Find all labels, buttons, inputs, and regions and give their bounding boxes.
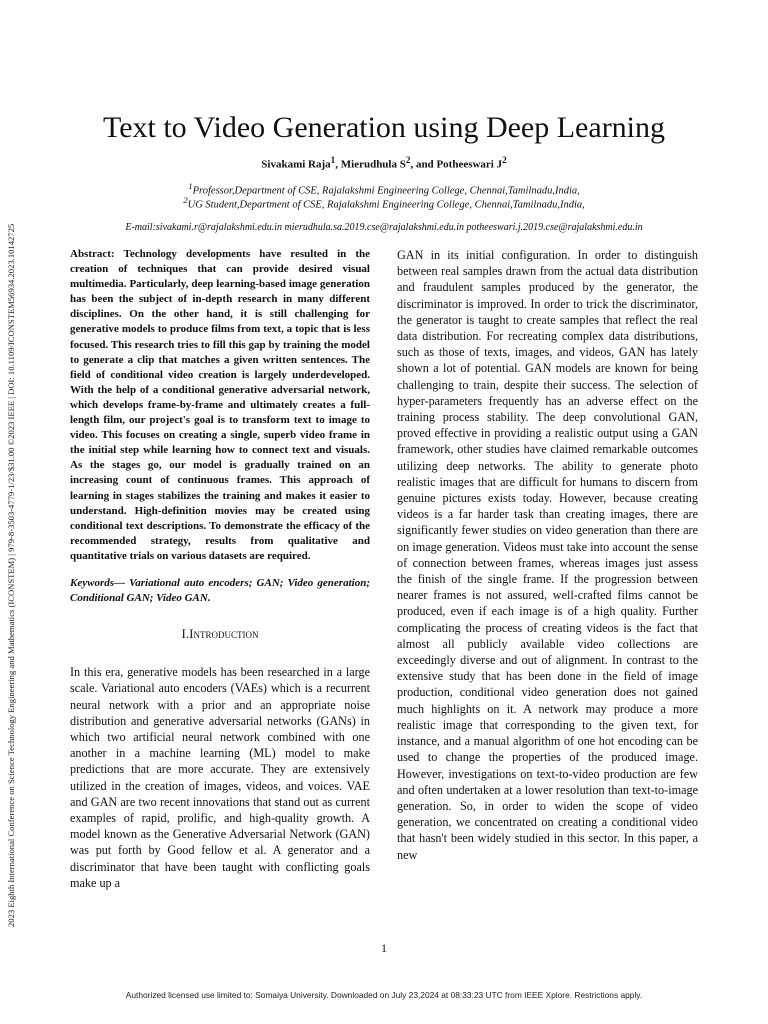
author-separator: , and [410,158,437,171]
keywords: Keywords— Variational auto encoders; GAN; Video generation; Conditional GAN; Video GAN. [70,576,370,605]
author-1: Sivakami Raja [261,158,331,171]
conference-doi-text: 2023 Eighth International Conference on Science Technology Engineering and Mathematics (ICONSTEM) | 979-8-3503-4779-1/23/$31.00 ©2023 IEEE | DOI: 10.1109/ICONSTEM56934.2023.10142725 [6,223,16,927]
paper-title: Text to Video Generation using Deep Learning [102,111,666,144]
affiliation-2 [40,194,728,212]
author-separator: , [335,158,341,171]
affiliation-text: Professor,Department of CSE, Rajalakshmi Engineering College, Chennai,Tamilnadu,India, [192,185,580,197]
conference-doi-strip [3,112,19,927]
abstract: Abstract: Technology developments have resulted in the creation of techniques that can provide desired visual multimedia. Particularly, deep learning-based image generation has been the subject of in-depth research in many different disciplines. On the other hand, it is still challenging for generative models to produce films from text, a topic that is less focused. This research tries to fill this gap by training the model to generate a clip that matches a given written sentences. The field of conditional video creation is largely underdeveloped. With the help of a conditional generative adversarial network, which develops frame-by-frame and ultimately creates a full-length film, our project's goal is to transform text to image to video. This focuses on creating a single, superb video frame in the initial step while learning how to connect text and visuals. As the stages go, our model is gradually trained on an increasing count of continuous frames. This approach of learning in stages stabilizes the training and makes it easier to understand. High-definition movies may be created using conditional text descriptions. To demonstrate the efficacy of the recommended strategy, results from qualitative and quantitative trials on various datasets are required. [70,248,370,562]
intro-paragraph-left: In this era, generative models has been researched in a large scale. Variational auto encoders (VAEs) which is a recurrent neural network with a prior and an appropriate noise distribution and generative adversarial networks (GANs) in which two artificial neural network combined with one another in a machine learning (ML) model to make predictions that are more accurate. They are extensively utilized in the creation of images, videos, and voices. VAE and GAN are two recent innovations that stand out as current examples of rapid, prolific, and high-quality growth. A model known as the Generative Adversarial Network (GAN) was put forth by Good fellow et al. A generator and a discriminator that have been taught with conflicting goals make up a [70,665,370,890]
author-2-affil-mark: 2 [405,155,411,165]
affiliation-text: UG Student,Department of CSE, Rajalakshmi Engineering College, Chennai,Tamilnadu,India, [187,199,585,211]
license-footer: Authorized licensed use limited to: Somaiya University. Downloaded on July 23,2024 at 08:33:23 UTC from IEEE Xplore. Restrictions apply. [125,990,643,1000]
intro-paragraph-right: GAN in its initial configuration. In order to distinguish between real samples drawn from the actual data distribution and fraudulent samples produced by the generator, the discriminator is improved. In order to trick the discriminator, the generator is taught to create samples that reflect the real data distribution. For recreating complex data distributions, such as those of texts, images, and videos, GAN has lately shown a lot of potential. GAN models are known for being challenging to train, despite their success. The selection of hyper-parameters frequently has an adverse effect on the training process stability. The deep convolutional GAN, proved effective in providing a realistic output using a GAN framework, other studies have claimed remarkable outcomes utilizing deep networks. The ability to generate photo realistic images that are difficult for humans to discern from genuine pictures exists today. However, because creating videos is a far harder task than creating images, there are significantly fewer studies on video generation than there are on image generation. Videos must take into account the sense of connection between frames, whereas images just assess the finish of the single frame. If the progression between nearer frames is not assured, well-crafted films cannot be produced, even if each image is of a high quality. Further complicating the process of creating videos is the fact that almost all publicly available video collections are exceedingly diverse and out of alignment. In contrast to the extensive study that has been done in the field of image production, conditional video generation does not gained much highlights on it. A network may produce a more realistic image that corresponding to the given text, for instance, and a manual algorithm of one hot encoding can be used to change the properties of the produced image. However, investigations on text-to-video production are few and often undertaken at a lower resolution than text-to-image generation. So, in order to widen the scope of video generation, we concentrated on creating a conditional video that hasn't been widely studied in this sector. In this paper, a new [397,248,698,862]
page-number: 1 [381,941,387,955]
right-column [397,247,698,863]
affiliation-mark: 2 [183,195,188,205]
left-column [70,247,370,891]
author-list [40,153,728,172]
author-2: Mierudhula S [340,158,406,171]
author-3: Potheeswari J [436,158,503,171]
section-heading-introduction: I.Introduction [181,626,259,642]
author-emails: E-mail:sivakami.r@rajalakshmi.edu.in mierudhula.sa.2019.cse@rajalakshmi.edu.in potheeswari.j.2019.cse@rajalakshmi.edu.in [125,222,643,233]
author-3-affil-mark: 2 [502,155,507,165]
affiliation-mark: 1 [188,181,193,191]
author-1-affil-mark: 1 [330,155,336,165]
